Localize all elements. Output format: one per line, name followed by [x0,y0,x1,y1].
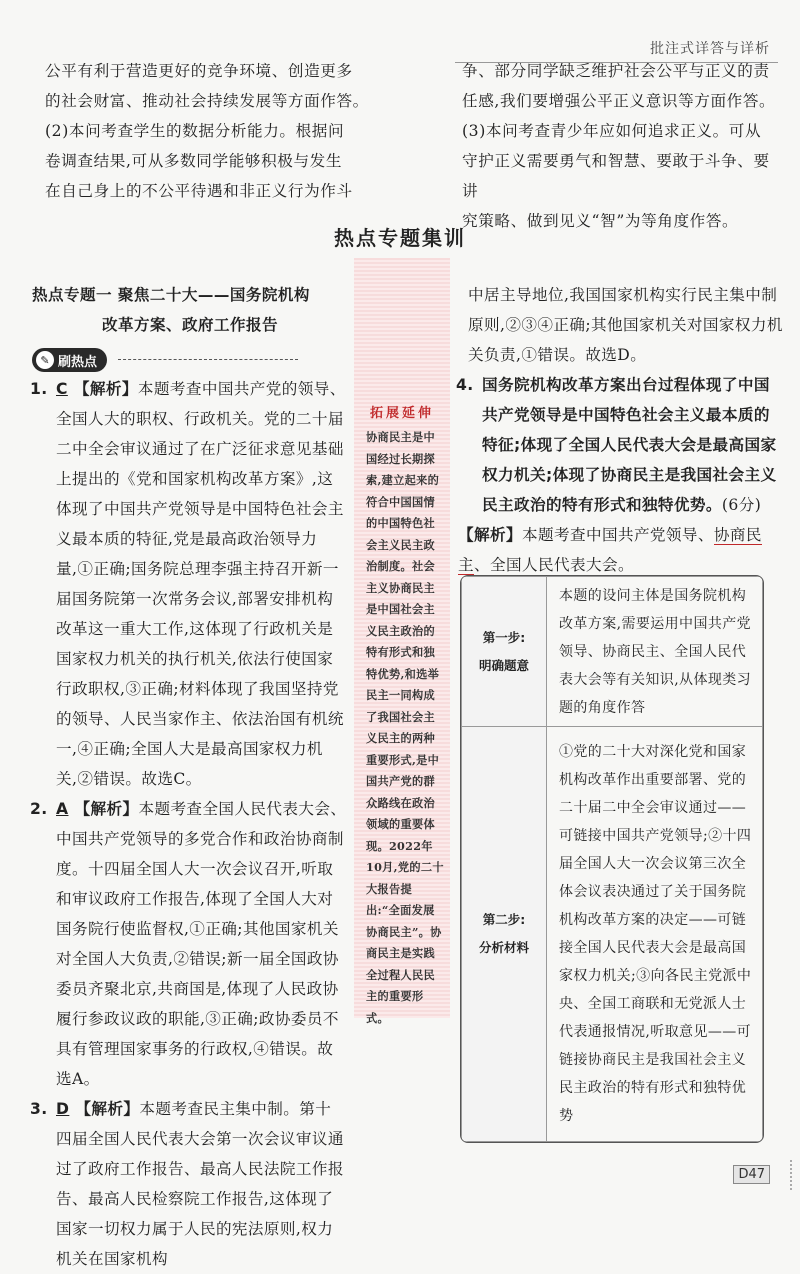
extension-title: 拓展延伸 [369,406,434,421]
text-line: 任感,我们要增强公平正义意识等方面作答。 [462,92,776,110]
pencil-icon: ✎ [36,351,54,369]
right-column [458,280,783,580]
analysis-text: 本题考查全国人民代表大会、中国共产党领导的多党合作和政治协商制度。十四届全国人大一次会议召开,听取和审议政府工作报告,体现了全国人大对国务院行使监督权,①正确;其他国家机关对全国人大负责,②错误;新一届全国政协委员齐聚北京,共商国是,体现了人民政协履行参政议政的职能,③正确;政协委员不具有管理国家事务的行政权,④错误。故选A。 [56,800,347,1088]
step-text: 本题的设问主体是国务院机构改革方案,需要运用中国共产党领导、协商民主、全国人民代表大会等有关知识,从体现类习题的角度作答 [547,577,763,727]
step-label [462,727,547,1142]
answer-letter: C [56,380,68,398]
question-number: 1. [30,380,48,398]
top-left-continuation [45,56,375,206]
top-right-continuation [462,56,780,236]
question-number: 2. [30,800,48,818]
margin-dots [770,1160,792,1190]
text-line: 卷调查结果,可从多数同学能够积极与发生 [45,152,343,170]
text-line: 公平有利于营造更好的竞争环境、创造更多 [45,62,353,80]
question-item [32,794,347,1094]
step-label-line: 第一步: [482,629,526,645]
table-row [462,577,763,727]
analysis-tag: 【解析】 [74,800,139,818]
text-line: 究策略、做到见义“智”为等角度作答。 [462,212,739,230]
analysis-tag: 【解析】 [73,380,138,398]
topic-title-line1: 热点专题一 聚焦二十大——国务院机构 [32,286,310,304]
step-label-line: 第二步: [482,912,526,927]
left-column [32,280,347,1274]
analysis-text: 、全国人民代表大会。 [474,556,634,574]
step-text: ①党的二十大对深化党和国家机构改革作出重要部署、党的二十届二中全会审议通过——可链接中国共产党领导;②十四届全国人大一次会议第三次全体会议表决通过了关于国务院机构改革方案的决定——可链接全国人民代表大会是最高国家权力机关;③向各民主党派中央、全国工商联和无党派人士代表通报情况,听取意见——可链接协商民主是我国社会主义民主政治的特有形式和独特优势 [547,727,763,1142]
question-4-answer: 国务院机构改革方案出台过程体现了中国共产党领导是中国特色社会主义最本质的特征;体现了全国人民代表大会是最高国家权力机关;体现了协商民主是我国社会主义民主政治的特有形式和独特优势。 [482,376,777,514]
extension-sidebar [354,402,450,1029]
brush-hot-banner [32,342,347,372]
question-4-analysis [458,520,783,580]
text-line: 在自己身上的不公平待遇和非正义行为作斗 [45,182,353,200]
question-3-continuation: 中居主导地位,我国国家机构实行民主集中制原则,②③④正确;其他国家机关对国家权力机关负责,①错误。故选D。 [468,286,783,364]
brush-hot-badge [32,348,107,372]
question-item [32,374,347,794]
topic-title-line2: 改革方案、政府工作报告 [102,316,279,334]
analysis-tag: 【解析】 [458,526,522,544]
step-label-line: 分析材料 [478,940,529,955]
question-item [458,370,783,520]
question-item [32,1094,347,1274]
analysis-text: 本题考查中国共产党领导、 [521,526,714,544]
text-line: (3)本问考查青少年应如何追求正义。可从 [462,122,762,140]
extension-text: 协商民主是中国经过长期探索,建立起来的符合中国国情的中国特色社会主义民主政治制度。社会主义协商民主是中国社会主义民主政治的特有形式和独特优势,和选举民主一同构成了我国社会主义民主的两种重要形式,是中国共产党的群众路线在政治领域的重要体现。2022年10月,党的二十大报告提出:“全面发展协商民主”。协商民主是实践全过程人民民主的重要形式。 [366,430,444,1025]
text-line: 守护正义需要勇气和智慧、要敢于斗争、要讲 [462,152,770,200]
question-number: 3. [30,1100,48,1118]
answer-letter: A [56,800,69,818]
dashed-divider [118,359,298,360]
text-line: 的社会财富、推动社会持续发展等方面作答。 [45,92,369,110]
text-line: 争、部分同学缺乏维护社会公平与正义的责 [462,62,770,80]
step-label-line: 明确题意 [478,657,529,673]
analysis-text: 本题考查中国共产党的领导、全国人大的职权、行政机关。党的二十届二中全会审议通过了在广泛征求意见基础上提出的《党和国家机构改革方案》,这体现了中国共产党领导是中国特色社会主义最本质的特征,党是最高政治领导力量,①正确;国务院总理李强主持召开新一届国务院第一次常务会议,部署安排机构改革这一重大工作,这体现了行政机关是国家权力机关的执行机关,依法行使国家行政职权,③正确;材料体现了我国坚持党的领导、人民当家作主、依法治国有机统一,④正确;全国人大是最高国家权力机关,②错误。故选C。 [56,380,346,788]
analysis-text: 本题考查民主集中制。第十四届全国人民代表大会第一次会议审议通过了政府工作报告、最高人民法院工作报告、最高人民检察院工作报告,这体现了国家一切权力属于人民的宪法原则,权力机关在国家机构 [56,1100,344,1268]
analysis-tag: 【解析】 [75,1100,140,1118]
answer-letter: D [56,1100,70,1118]
analysis-highlight: 协商民主 [458,526,762,574]
header-title: 批注式详答与详析 [650,41,770,57]
text-line: (2)本问考查学生的数据分析能力。根据问 [45,122,345,140]
page-number: D47 [733,1165,770,1184]
steps-table [460,575,764,1143]
step-label [462,577,547,727]
score-label: (6分) [721,496,762,514]
topic-title [32,280,347,340]
table-row [462,727,763,1142]
question-number: 4. [456,376,474,394]
brush-hot-label: 刷热点 [58,354,98,370]
section-title: 热点专题集训 [334,226,466,250]
